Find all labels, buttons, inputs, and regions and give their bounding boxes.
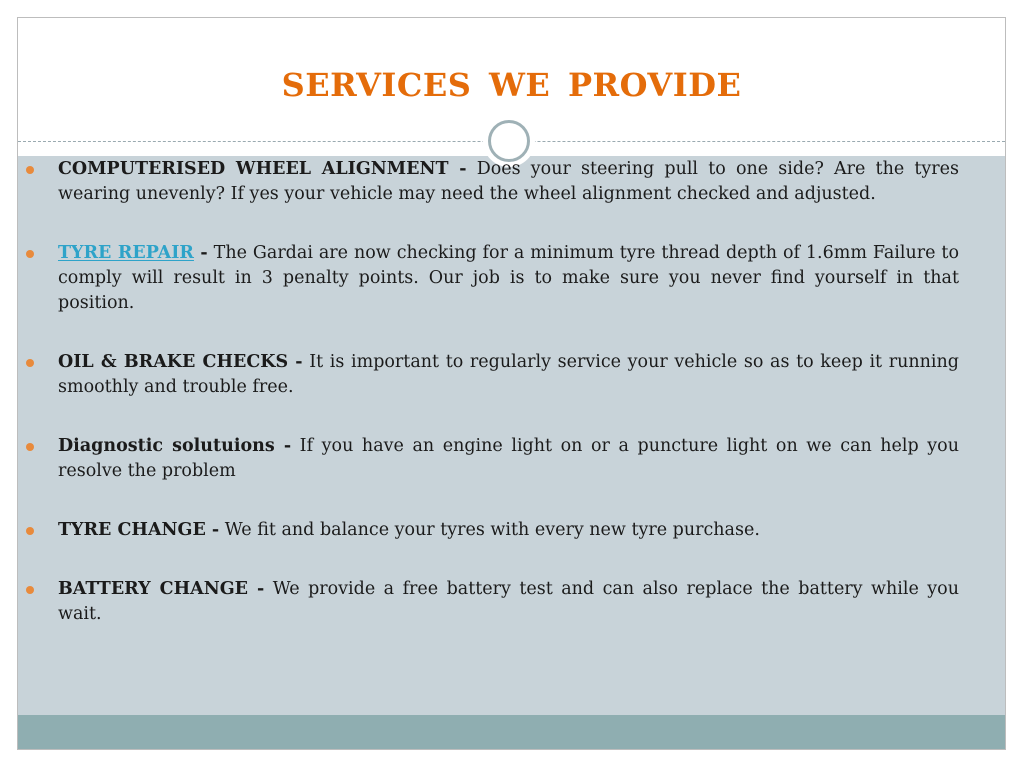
service-item-wheel-alignment [24, 157, 959, 207]
slide-title: SERVICES WE PROVIDE [281, 66, 742, 104]
bullet-icon [26, 359, 34, 367]
footer-band [18, 715, 1005, 750]
bullet-icon [26, 443, 34, 451]
service-description: If you have an engine light on or a puncture light on we can help you resolve the problem [58, 436, 959, 481]
bullet-icon [26, 250, 34, 258]
service-description: The Gardai are now checking for a minimum tyre thread depth of 1.6mm Failure to comply will result in 3 penalty points. Our job is to make sure you never find yourself in that position. [58, 243, 959, 313]
service-term: Diagnostic solutuions - [58, 436, 292, 456]
bullet-icon [26, 527, 34, 535]
service-item-tyre-change [24, 518, 959, 543]
service-item-battery-change [24, 577, 959, 627]
service-term-separator: - [193, 243, 208, 263]
circle-ring [488, 120, 530, 162]
service-item-diagnostics [24, 434, 959, 484]
service-description: Does your steering pull to one side? Are the tyres wearing unevenly? If yes your vehicle may need the wheel alignment checked and adjusted. [58, 159, 960, 204]
service-description: We fit and balance your tyres with every new tyre purchase. [219, 520, 760, 540]
service-term: COMPUTERISED WHEEL ALIGNMENT - [58, 159, 467, 179]
service-term: OIL & BRAKE CHECKS - [58, 352, 303, 372]
service-item-tyre-repair [24, 241, 959, 316]
tyre-repair-link[interactable]: TYRE REPAIR [58, 243, 194, 263]
service-description: It is important to regularly service your vehicle so as to keep it running smoothly and trouble free. [58, 352, 959, 397]
services-list [24, 157, 959, 661]
service-item-oil-brake [24, 350, 959, 400]
service-term: TYRE CHANGE - [58, 520, 220, 540]
bullet-icon [26, 166, 34, 174]
service-term: BATTERY CHANGE - [58, 579, 265, 599]
bullet-icon [26, 586, 34, 594]
service-description: We provide a free battery test and can also replace the battery while you wait. [58, 579, 959, 624]
